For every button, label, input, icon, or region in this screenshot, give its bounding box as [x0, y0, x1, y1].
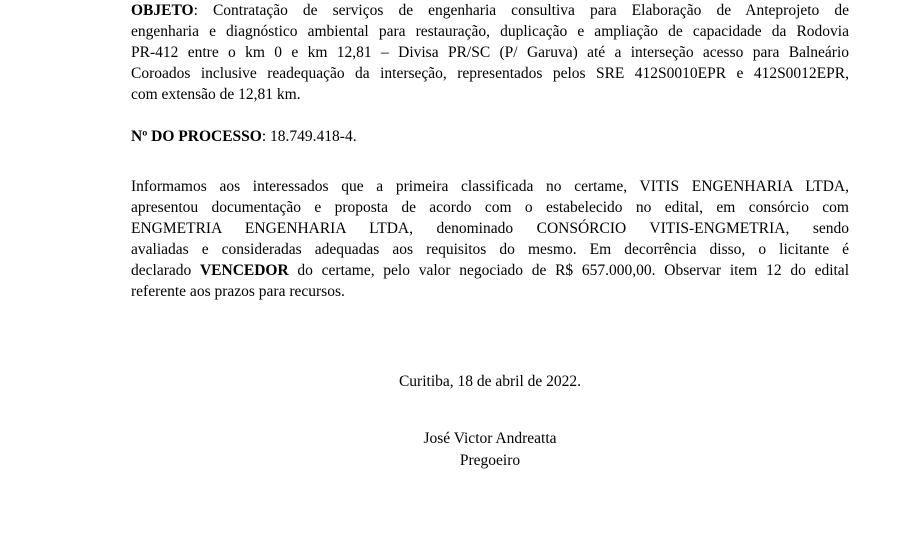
- vencedor-label: VENCEDOR: [199, 262, 289, 279]
- informe-line: referente aos prazos para recursos.: [131, 283, 345, 300]
- processo-paragraph: [131, 126, 849, 147]
- date-line: Curitiba, 18 de abril de 2022.: [398, 373, 582, 390]
- informe-line: apresentou documentação e proposta de acordo com o estabelecido no edital, em consórcio com: [131, 199, 849, 216]
- informe-line: avaliadas e consideradas adequadas aos requisitos do mesmo. Em decorrência disso, o licitante é: [131, 241, 849, 258]
- objeto-label: OBJETO: [131, 2, 194, 19]
- objeto-line: engenharia e diagnóstico ambiental para restauração, duplicação e ampliação de capacidade da Rodovia: [131, 23, 849, 40]
- informe-line: Informamos aos interessados que a primeira classificada no certame, VITIS ENGENHARIA LTDA,: [131, 178, 849, 195]
- objeto-line: com extensão de 12,81 km.: [131, 86, 301, 103]
- informe-text: do certame, pelo valor negociado de R$ 657.000,00. Observar item 12 do edital: [288, 262, 849, 279]
- processo-label: Nº DO PROCESSO: [131, 128, 262, 145]
- informe-line: [131, 260, 849, 281]
- objeto-paragraph: [131, 0, 849, 105]
- signatory-name: José Victor Andreatta: [423, 430, 557, 447]
- processo-number: : 18.749.418-4.: [261, 128, 357, 145]
- processo-line: [131, 126, 849, 147]
- informe-paragraph: [131, 176, 849, 302]
- objeto-line: Coroados inclusive readequação da interseção, representados pelos SRE 412S0010EPR e 412S0012EPR,: [131, 65, 849, 82]
- objeto-line: PR-412 entre o km 0 e km 12,81 – Divisa PR/SC (P/ Garuva) até a interseção acesso para Balneário: [131, 44, 849, 61]
- objeto-line: [131, 0, 849, 21]
- signatory-role: Pregoeiro: [459, 452, 521, 469]
- informe-line: ENGMETRIA ENGENHARIA LTDA, denominado CONSÓRCIO VITIS-ENGMETRIA, sendo: [131, 220, 849, 237]
- objeto-text: : Contratação de serviços de engenharia consultiva para Elaboração de Anteprojeto de: [193, 2, 849, 19]
- informe-text: declarado: [131, 262, 200, 279]
